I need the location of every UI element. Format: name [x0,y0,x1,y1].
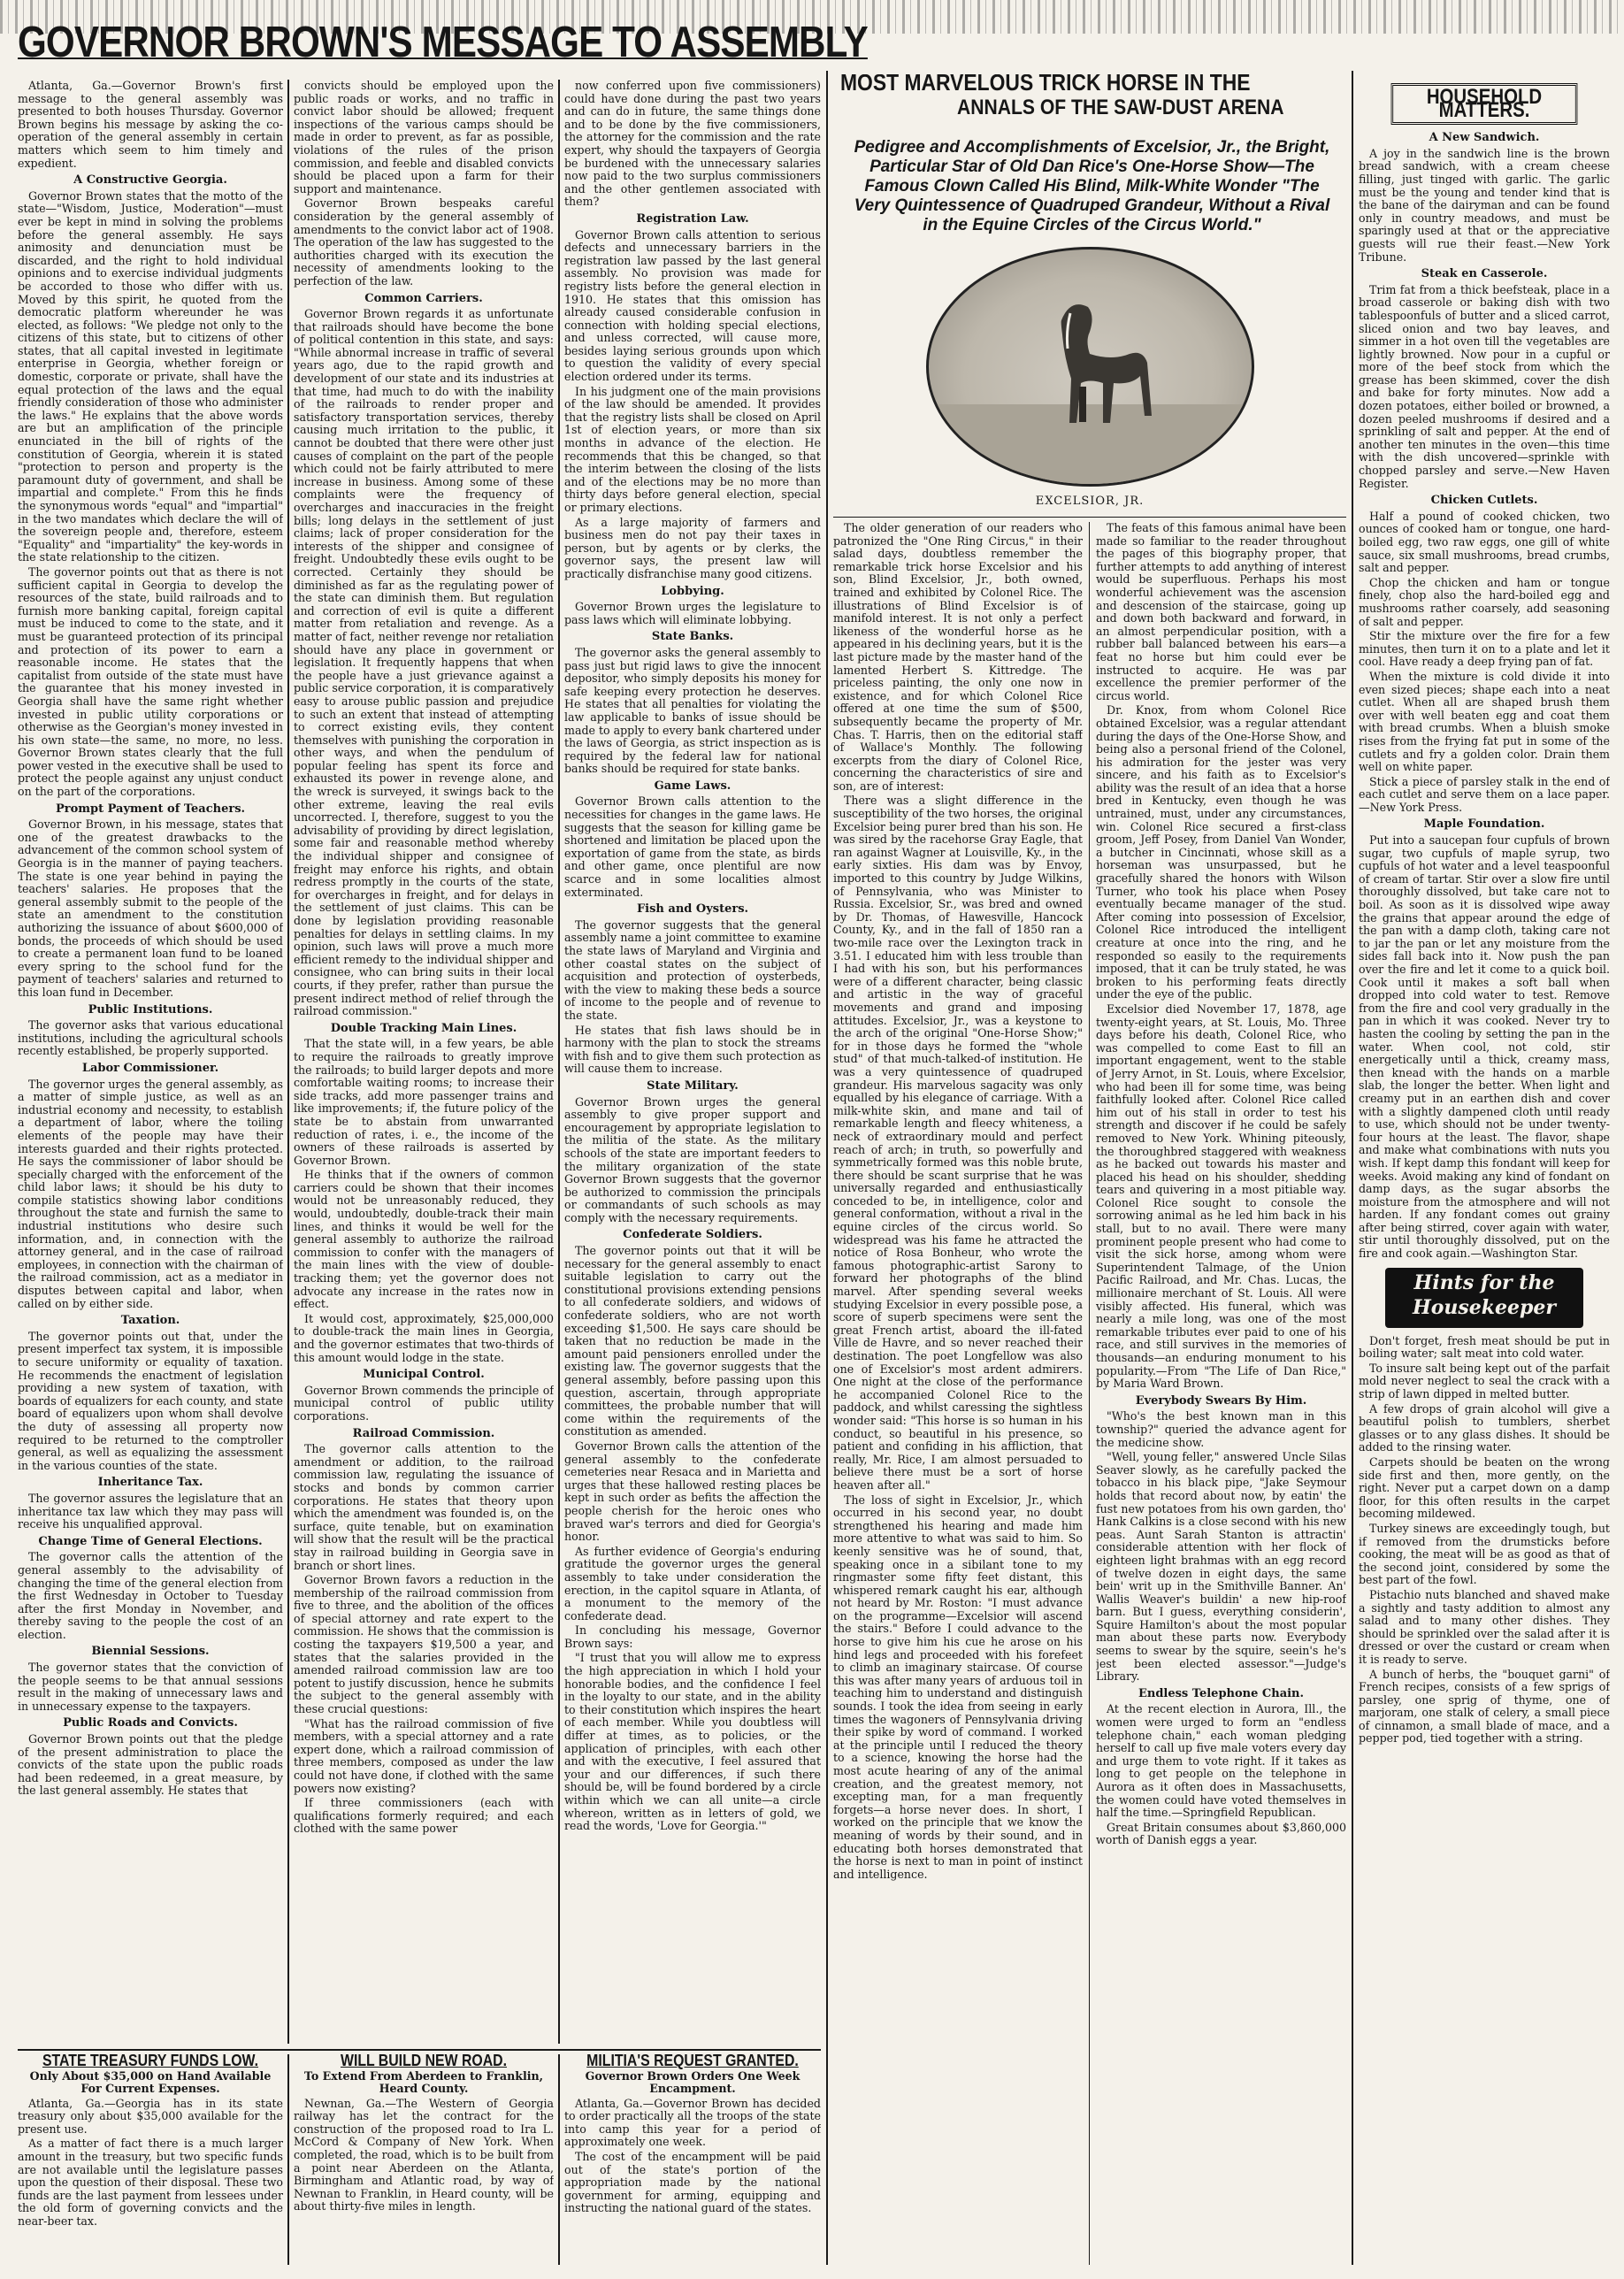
household-section-a [1359,132,1610,1260]
treasury-paragraph: As a matter of fact there is a much larger amount in the treasury, but two specific funds are not available until the legislature passes upon the question of their disposal. These two funds are the last payment from lessees under the old form of governing convicts and the near-beer tax. [18,2137,283,2228]
paragraph: Put into a saucepan four cupfuls of brown sugar, two cupfuls of maple syrup, two cupfuls of hot water and a level teaspoonful of cream of tartar. Stir over a slow fire until thoroughly dissolved, but take care not to boil. As soon as it is dissolved wipe away the grains that appear around the edge of the pan with a damp cloth, taking care not to jar the pan or let any moisture from the sides fall back into it. Now push the pan over the fire and let it come to a quick boil. Cook until it makes a soft ball when dropped into cold water to test. Remove from the fire and cool very gradually in the pan in which it was cooked. Never try to hasten the cooling by setting the pan in the water. When cool, not cold, stir energetically until a thick, creamy mass, then knead with the hands on a marble slab, the longer the better. When light and creamy put in an earthen dish and cover with a slightly dampened cloth until ready to use, which should not be under twenty-four hours at the least. The flavor, shape and make what combinations with nuts you wish. If kept damp this fondant will keep for weeks. Avoid making any kind of fondant on damp days, as the sugar absorbs the moisture from the atmosphere and will not harden. If any fondant comes out grainy after being stirred, cover again with water, stir until thoroughly dissolved, put on the fire and cook again.—Washington Star. [1359,833,1610,1261]
horse-icon [929,249,1252,484]
paragraph: If three commissioners (each with qualifications formerly required; and each clothed with the same power [294,1796,554,1836]
paragraph: Governor Brown regards it as unfortunate that railroads should have become the bone of political contention in this state, and says: "While abnormal increase in traffic of several years ago, due to the rapid growth and development of our state and its industries at that time, had much to do with the inability of the railroads to render proper and satisfactory transportation services, thereby causing much irritation to the public, it cannot be doubted that there were other just causes of complaint on the part of the people which could not be fairly attributed to mere increase in business. Among some of these complaints were the frequency of overcharges and inaccuracies in the freight bills; long delays in the settlement of just claims; lack of proper consideration for the interests of the shipper and consignee of freight. Undoubtedly these evils ought to be corrected. Certainly they should be diminished as far as the regulating power of the state can diminish them. But regulation and correction of evil is quite a different matter from retaliation and revenge. As a matter of fact, neither revenge nor retaliation should have any place in government or legislation. It frequently happens that when the people have a just grievance against a public service corporation, it is comparatively easy to arouse public passion and prejudice to such an extent that instead of attempting to correct existing evils, they content themselves with punishing the corporation in other ways, and when the pendulum of popular feeling has spent its force and exhausted its power in revenge alone, and the wreck is surveyed, it swings back to the other extreme, leaving the real evils uncorrected. I, therefore, suggest to you the advisability of providing by direct legislation, some fair and reasonable method whereby the individual shipper and consignee of freight may enforce his rights, and obtain redress promptly in the courts of the state, for overcharges in freight, and for delays in the settlement of just claims. This can be done by legislation providing reasonable penalties for delays in settling claims. In my opinion, such laws will prove a much more efficient remedy to the individual shipper and consignee, who can bring suits in their local courts, if they prefer, rather than pursue the present indirect method of relief through the railroad commission." [294,307,554,1018]
treasury-article [18,2054,283,2265]
column-rule [558,80,560,2044]
section-heading: Railroad Commission. [352,1426,495,1440]
household-column [1359,74,1610,2265]
paragraph: Governor Brown calls the attention of the general assembly to the confederate cemeteries near Resaca and in Marietta and urges that these hallowed resting places be kept in such order as befits the affection the people cherish for the heroic ones who braved war's terrors and died for Georgia's honor. [564,1439,821,1544]
paragraph: The governor calls attention to the amendment or addition, to the railroad commission law, regulating the issuance of stocks and bonds by common carrier corporations. He states that theory upon which the amendment was founded is, on the surface, quite tenable, but on examination will show that the result will be the practical stay in railroad building in Georgia save in branch or short lines. [294,1442,554,1572]
paragraph: Atlanta, Ga.—Governor Brown's first message to the general assembly was presented to both houses Thursday. Governor Brown begins his message by asking the co-operation of the general assembly in certain matters which seem to him timely and expedient. [18,80,283,170]
paragraph: Governor Brown, in his message, states that one of the greatest drawbacks to the advancement of the common school system of Georgia is in the manner of paying teachers. The state is one year behind in paying the teachers' salaries. He proposes that the general assembly submit to the people of the state an amendment to the constitution authorizing the issuance of about $600,000 of bonds, the proceeds of which should be used to create a permanent loan fund to be loaned every spring to the school fund for the payment of teachers' salaries and returned to this loan fund in December. [18,817,283,999]
paragraph: At the recent election in Aurora, Ill., the women were urged to form an "endless telephone chain," each woman pledging herself to call up five male voters every day and urge them to vote right. If it takes as long to get people on the telephone in Aurora as it often does in Massachusetts, the women could have voted themselves in half the time.—Springfield Republican. [1096,1702,1346,1820]
section-heading: A New Sandwich. [1429,131,1540,145]
section-rule [826,71,828,2265]
treasury-headline: STATE TREASURY FUNDS LOW. [42,2054,259,2069]
road-headline: WILL BUILD NEW ROAD. [340,2054,508,2069]
horse-headline-1: MOST MARVELOUS TRICK HORSE IN THE [840,74,1251,96]
militia-subhead: Governor Brown Orders One Week Encampment. [585,2068,801,2095]
paragraph: convicts should be employed upon the public roads or works, and no traffic in convict labor should be allowed; frequent inspections of the various camps should be made in order to prevent, as far as possible, violations of the rules of the prison commission, and feeble and disabled convicts should be placed upon a farm for their support and maintenance. [294,80,554,196]
paragraph: In his judgment one of the main provisions of the law should be amended. It provides that the registry lists shall be closed on April 1st of election years, or more than six months in advance of the election. He recommends that this be changed, so that the interim between the closing of the lists and of the elections may be no more than thirty days before general election, special or primary elections. [564,384,821,514]
section-heading: Steak en Casserole. [1421,267,1548,281]
horse-rule [833,517,1346,518]
section-heading: Biennial Sessions. [91,1645,210,1659]
column-rule [558,2054,560,2265]
section-heading: State Military. [647,1078,739,1093]
paragraph: "What has the railroad commission of five members, with a special attorney and a rate expert done, which a railroad commission of three members, composed as under the law could not have done, if clothed with the same powers now existing? [294,1716,554,1795]
governor-column-1 [18,80,283,2044]
section-heading: Maple Foundation. [1423,817,1545,832]
section-heading: Chicken Cutlets. [1430,494,1538,508]
section-heading: Fish and Oysters. [636,902,749,917]
section-heading: Labor Commissioner. [81,1061,219,1075]
paragraph: The governor assures the legislature that an inheritance tax law which they may pass will receive his unqualified approval. [18,1491,283,1531]
column-rule [1089,522,1090,2265]
paragraph: Turkey sinews are exceedingly tough, but if removed from the drumsticks before cooking, the meat will be as good as that of the second joint, considered by some the best part of the fowl. [1359,1521,1610,1587]
section-heading: Public Roads and Convicts. [63,1716,238,1730]
paragraph: There was a slight difference in the susceptibility of the two horses, the original Excelsior being purer bred than his son. He was sired by the racehorse Gray Eagle, that ran against Wagner at Louisville, Ky., in the early sixties. His dam was by Envoy, imported to this country by Judge Wilkins, of Pennsylvania, who was Minister to Russia. Excelsior, Sr., was bred and owned by Dr. Thomas, of Hawesville, Hancock County, Ky., and in the fall of 1850 ran a two-mile race over the Lexington track in 3.51. I educated him with less trouble than I had with his son, but his performances were of a different character, being classic and artistic in the way of graceful movements and grand and imposing attitudes. Excelsior, Jr., was a keystone to the arch of the original "One-Horse Show;" for in those days he formed the "whole stud" of that much-talked-of institution. He was a very quintessence of quadruped grandeur. His marvelous sagacity was only equalled by his elegance of carriage. With a milk-white skin, and mane and tail of remarkable length and fleecy whiteness, a neck of extraordinary mould and perfect reach of arch; in truth, so powerfully and symmetrically formed was this noble brute, there should be scant surprise that he was universally regarded and enthusiastically conceded to be, in intelligence, color and general conformation, without a rival in the equine circles of the circus world. So widespread was his fame he attracted the notice of Rosa Bonheur, who wrote the famous photographic-artist Sarony to forward her photographs of the blind marvel. After spending several weeks studying Excelsior in every possible pose, a score of superb specimens were sent the great French artist, aboard the ill-fated Ville de Havre, and so never reached their destination. The poet Longfellow was also one of Excelsior's most ardent admirers. One night at the close of the performance he accompanied Colonel Rice to the paddock, and whilst caressing the sightless wonder said: "This horse is so human in his conduct, so beautiful in his presence, so patient and confiding in his affliction, that really, Mr. Rice, I am almost persuaded to believe there must be a sort of horse heaven after all." [833,794,1083,1492]
paragraph: The governor points out that as there is not sufficient capital in Georgia to develop the resources of the state, build railroads and to furnish more banking capital, foreign capital must be induced to come to the state, and it must be guaranteed protection of its principal and protection of its power to earn a reasonable income. He states that the capitalist from outside of the state must have the guarantee that his money invested in Georgia shall have the same right whether invested in public utility corporations or otherwise as the Georgian's money invested in his own state—the same, no more, no less. Governor Brown states clearly that the full power vested in the executive shall be used to protect the people against any unjust conduct on the part of the corporations. [18,564,283,799]
horse-deck: Pedigree and Accomplishments of Excelsior, Jr., the Bright, Particular Star of Old Dan Rice's One-Horse Show—The Famous Clown Called His Blind, Milk-White Wonder "The Very Quintessence of Quadruped Grandeur, Without a Rival in the Equine Circles of the Circus World." [854,138,1330,234]
governor-headline: GOVERNOR BROWN'S MESSAGE TO ASSEMBLY [18,19,868,66]
horse-headline-2: ANNALS OF THE SAW-DUST ARENA [957,96,1284,119]
paragraph: The governor calls the attention of the general assembly to the advisability of changing the time of the general election from the first Wednesday in October to Tuesday after the first Monday in November, and thereby saving to the people the cost of an election. [18,1550,283,1641]
militia-headline: MILITIA'S REQUEST GRANTED. [586,2054,799,2069]
section-heading: Prompt Payment of Teachers. [55,802,246,816]
section-heading: Registration Law. [636,211,749,226]
paragraph: The governor points out that it will be necessary for the general assembly to enact suitable legislation to carry out the constitutional provisions extending pensions to all confederate soldiers, and widows of confederate soldiers, who are not worth exceeding $1,500. He says care should be taken that no reduction be made in the amount paid pensioners enrolled under the existing law. The governor suggests that the general assembly, before passing upon this question, ascertain, through appropriate committees, the probable number that will come within the requirements of the constitution as amended. [564,1244,821,1439]
section-heading: Common Carriers. [364,291,483,305]
paragraph: "Well, young feller," answered Uncle Silas Seaver slowly, as he carefully packed the tobacco in his black pipe, "Jake Seymour holds that record about now, by eatin' the fust new potatoes from his own garden, tho' Hank Calkins is a close second with his new peas. Aunt Sarah Stanton is attractin' considerable attention with her flock of eighteen light brahmas with an egg record of twelve dozen in eight days, the same bein' writ up in the Smithville Banner. An' Wallis Weaver's buildin' a new hip-roof barn. But I guess, everything considerin', Squire Hamilton's about the most popular man about these parts now. Everybody seems to swear by the squire, seein's he's jest been elected assessor."—Judge's Library. [1096,1450,1346,1684]
paragraph: The governor states that the conviction of the people seems to be that annual sessions result in the making of unnecessary laws and in unnecessary expense to the taxpayers. [18,1661,283,1713]
militia-article [564,2054,821,2265]
section-heading: Public Institutions. [88,1002,213,1017]
paragraph: Stir the mixture over the fire for a few minutes, then turn it on to a plate and let it cool. Have ready a deep frying pan of fat. [1359,629,1610,669]
paragraph: Governor Brown points out that the pledge of the present administration to place the convicts of the state upon the public roads had been redeemed, in a great measure, by the last general assembly. He states that [18,1732,283,1798]
paragraph: The governor asks that various educational institutions, including the agricultural schools recently established, be properly supported. [18,1018,283,1058]
section-heading: Confederate Soldiers. [623,1228,762,1242]
paragraph: The governor asks the general assembly to pass just but rigid laws to give the innocent depositor, who simply deposits his money for safe keeping every protection he deserves. He states that all penalties for violating the law applicable to banks of issue should be made to apply to every bank chartered under the laws of Georgia, as strict inspection as is required by the federal law for national banks should be required for state banks. [564,645,821,776]
paragraph: The loss of sight in Excelsior, Jr., which occurred in his second year, no doubt strengthened his hearing and made him more attentive to what was said to him. So keenly sensitive was he of sound, that, speaking once in a sibilant tone to my ringmaster some fifty feet distant, this whispered remark caught his ear, although not heard by Mr. Roston: "I must advance on the programme—Excelsior will ascend the stairs." Before I could advance to the horse to give him his cue he arose on his hind legs and proceeded with his forefeet to climb an imaginary staircase. Of course this was after many years of arduous toil in teaching him to understand and distinguish sounds. I took the idea from seeing in early times the wagoners of Pennsylvania driving their spike by word of command. I worked at the principle until I reduced the theory to a science, knowing the horse had the most acute hearing of any of the animal creation, and the greatest memory, not excepting man, for a man frequently forgets—a horse never does. In short, I worked on the principle that we know the meaning of words by their sound, and in educating both horses demonstrated that the horse is next to man in point of instinct and intelligence. [833,1492,1083,1881]
paragraph: The governor suggests that the general assembly name a joint committee to examine the state laws of Maryland and Virginia and other coastal states on the subject of acquisition and protection of oysterbeds, with the view to making these beds a source of income to the people and of revenue to the state. [564,917,821,1022]
treasury-paragraph: Atlanta, Ga.—Georgia has in its state treasury only about $35,000 available for the present use. [18,2096,283,2136]
militia-paragraph: Atlanta, Ga.—Governor Brown has decided to order practically all the troops of the state into camp this year for a period of approximately one week. [564,2096,821,2149]
paragraph: Governor Brown states that the motto of the state—"Wisdom, Justice, Moderation"—must ever be kept in mind in solving the problems before the general assembly. He says animosity and denunciation must be discarded, and the right to hold individual opinions and to exercise individual judgments be accorded to those who differ with us. Moved by this spirit, he quoted from the democratic platform whereunder he was elected, as follows: "We pledge not only to the citizens of this state, but to citizens of other states, that all capital invested in legitimate enterprise in Georgia, whether foreign or domestic, corporate or private, shall have the equal protection of the laws and the equal friendly consideration of those who administer the laws." He explains that the above words are but an amplification of the principle enunciated in the bill of rights of the constitution of Georgia, wherein it is stated "protection to person and property is the paramount duty of government, and shall be impartial and complete." From this he finds the synonymous words "equal" and "impartial" in the two mandates which declare the will of the sovereign people and, therefore, esteem "Equality" and "impartiality" the key-words in the state relationship to the citizen. [18,188,283,564]
paragraph: A bunch of herbs, the "bouquet garni" of French recipes, consists of a few sprigs of parsley, one sprig of thyme, one of marjoram, one stalk of celery, a small piece of cinnamon, a small blade of mace, and a pepper pod, tied together with a string. [1359,1667,1610,1746]
section-heading: Inheritance Tax. [97,1476,203,1490]
section-heading: Endless Telephone Chain. [1138,1686,1305,1700]
paragraph: When the mixture is cold divide it into even sized pieces; shape each into a neat cutlet. When all are shaped brush them over with well beaten egg and coat them with bread crumbs. When a bluish smoke rises from the frying fat put in some of the cutlets and fry a golden color. Drain them well on white paper. [1359,669,1610,774]
paragraph: In concluding his message, Governor Brown says: [564,1623,821,1650]
paragraph: It would cost, approximately, $25,000,000 to double-track the main lines in Georgia, and the governor estimates that two-thirds of this amount would lodge in the state. [294,1311,554,1364]
horse-article [833,74,1346,2265]
paragraph: As a large majority of farmers and business men do not pay their taxes in person, but by agents or by clerks, the governor says, the present law will practically disfranchise many good citizens. [564,515,821,580]
paragraph: Excelsior died November 17, 1878, age twenty-eight years, at St. Louis, Mo. Three days before his death, Colonel Rice, who was compelled to come East to fill an important engagement, went to the stable of Jerry Arnot, in St. Louis, where Excelsior, who had been ill for some time, was being faithfully looked after. Colonel Rice called him out of his stall in order to test his strength and discover if he could be safely removed to New York. Whining piteously, the thoroughbred staggered with weakness as he backed out towards his master and placed his head on his shoulder, shedding tears and quivering in a most pitiable way. Colonel Rice sought to console the sorrowing animal as he led him back in his stall, but to no avail. There were many prominent people present who had come to visit the sick horse, among whom were Superintendent Talmage, of the Union Pacific Railroad, and Mr. Chas. Lucas, the millionaire merchant of St. Louis. All were visibly affected. His funeral, which was nearly a mile long, was one of the most remarkable tributes ever paid to one of his race, and still survives in the memories of thousands—an enduring monument to his popularity.—From "The Life of Dan Rice," by Maria Ward Brown. [1096,1001,1346,1391]
bottom-rule [18,2049,821,2051]
paragraph: Carpets should be beaten on the wrong side first and then, more gently, on the right. Never put a carpet down on a damp floor, for this often results in the carpet becoming mildewed. [1359,1455,1610,1521]
paragraph: Governor Brown favors a reduction in the membership of the railroad commission from five to three, and the abolition of the offices of special attorney and rate expert to the commission. He shows that the commission is costing the taxpayers $19,500 a year, and states that the salaries provided in the amended railroad commission law are too potent to justify discussion, hence he submits the subject to the general assembly with these crucial questions: [294,1573,554,1716]
paragraph: now conferred upon five commissioners) could have done during the past two years and can do in future, the same things done and to be done by the five commissioners, the attorney for the commission and the rate expert, why should the taxpayers of Georgia be burdened with the unnecessary salaries now paid to the two surplus commissioners and the other gentlemen associated with them? [564,80,821,209]
horse-illustration [926,247,1254,487]
column-rule [287,2054,289,2265]
paragraph: To insure salt being kept out of the parfait mold never neglect to seal the crack with a strip of lawn dipped in melted butter. [1359,1361,1610,1401]
horse-column-a [833,522,1083,2265]
paragraph: Governor Brown commends the principle of municipal control of public utility corporations. [294,1383,554,1423]
road-article [294,2054,554,2265]
section-heading: Double Tracking Main Lines. [330,1021,517,1035]
paragraph: The governor points out that, under the present imperfect tax system, it is impossible to secure uniformity or equality of taxation. He recommends the enactment of legislation providing a new system of taxation, with boards of equalizers for each county, and state board of equalizers upon whom shall devolve the duty of assessing all property now required to be returned to the comptroller general, as well as equalizing the assessment in the various counties of the state. [18,1329,283,1472]
paragraph: A few drops of grain alcohol will give a beautiful polish to tumblers, sherbet glasses or to any glass dishes. It should be added to the rinsing water. [1359,1401,1610,1454]
hints-banner: Hints for the Housekeeper [1385,1268,1583,1328]
paragraph: Stick a piece of parsley stalk in the end of each cutlet and serve them on a lace paper.—New York Press. [1359,774,1610,814]
section-heading: Everybody Swears By Him. [1135,1393,1307,1408]
horse-caption: EXCELSIOR, JR. [1035,495,1145,508]
section-rule [1352,71,1353,2265]
paragraph: As further evidence of Georgia's enduring gratitude the governor urges the general assembly to take under consideration the erection, in the capitol square in Atlanta, of a monument to the memory of the confederate dead. [564,1544,821,1623]
section-heading: Taxation. [120,1314,180,1328]
paragraph: Governor Brown calls attention to the necessities for changes in the game laws. He suggests that the season for killing game be shortened and limitation be placed upon the exportation of game from the state, as birds and other game, once plentiful are now scarce and in some localities almost exterminated. [564,794,821,899]
column-rule [287,80,289,2044]
household-header: HOUSEHOLD MATTERS. [1391,83,1578,125]
paragraph: Half a pound of cooked chicken, two ounces of cooked ham or tongue, one hard-boiled egg, two raw eggs, one gill of white sauce, six small mushrooms, bread crumbs, salt and pepper. [1359,509,1610,575]
militia-paragraph: The cost of the encampment will be paid out of the state's portion of the appropriation made by the national government for arming, equipping and instructing the national guard of the states. [564,2149,821,2215]
road-subhead: To Extend From Aberdeen to Franklin, Heard County. [303,2068,544,2095]
household-section-b [1359,1335,1610,1746]
section-heading: State Banks. [651,630,734,644]
section-heading: Change Time of General Elections. [38,1534,263,1548]
section-heading: Game Laws. [654,779,732,793]
treasury-subhead: Only About $35,000 on Hand Available For Current Expenses. [29,2068,272,2095]
governor-column-3 [564,80,821,2044]
paragraph: Governor Brown calls attention to serious defects and unnecessary barriers in the registration law passed by the last general assembly. No provision was made for registry lists before the general election in 1910. He states that this omission has already caused considerable confusion in connection with holding special elections, and unless corrected, will cause more, besides laying serious grounds upon which to question the validity of every special election ordered under its terms. [564,227,821,384]
paragraph: A joy in the sandwich line is the brown bread sandwich, with a cream cheese filling, just tinged with garlic. The garlic must be the young and tender kind that is the bane of the dairyman and can be found only in country meadows, and must be sparingly used at that or the appreciative guests will rue their feast.—New York Tribune. [1359,146,1610,264]
horse-column-b [1096,522,1346,2265]
section-heading: A Constructive Georgia. [73,173,227,188]
paragraph: Great Britain consumes about $3,860,000 worth of Danish eggs a year. [1096,1820,1346,1847]
paragraph: Don't forget, fresh meat should be put in boiling water; salt meat into cold water. [1359,1333,1610,1361]
paragraph: Dr. Knox, from whom Colonel Rice obtained Excelsior, was a regular attendant during the days of the One-Horse Show, and being also a personal friend of the Colonel, his admiration for the jester was very sincere, and his faith as to Excelsior's ability was the result of an idea that a horse bred in Kentucky, even though he was untrained, must, under any circumstances, win. Colonel Rice secured a first-class groom, Jeff Posey, from Daniel Van Wonder, a butcher in Cincinnati, whose skill as a horseman was unsurpassed, but he gracefully shared the honors with Wilson Turner, who took his place when Posey eventually became manager of the stud. After coming into possession of Excelsior, Colonel Rice introduced the intelligent creature at once into the ring, and he responded so easily to the requirements imposed, that it can be truly stated, he was broken to his performing feats directly under the eye of the public. [1096,703,1346,1001]
road-paragraph: Newnan, Ga.—The Western of Georgia railway has let the contract for the construction of the proposed road to Ira L. McCord & Company of New York. When completed, the road, which is to be built from a point near Aberdeen on the Atlanta, Birmingham and Atlantic road, by way of Newnan to Franklin, in Heard county, will be about thirty-five miles in length. [294,2096,554,2214]
paragraph: Governor Brown bespeaks careful consideration by the general assembly of amendments to the convict labor act of 1908. The operation of the law has suggested to the authorities charged with its execution the necessity of amendments looking to the perfection of the law. [294,196,554,288]
paragraph: Pistachio nuts blanched and shaved make a sightly and tasty addition to almost any salad and to many other dishes. They should be sprinkled over the salad after it is dressed or over the custard or cream when it is ready to serve. [1359,1587,1610,1666]
section-heading: Municipal Control. [363,1368,485,1382]
paragraph: "Who's the best known man in this township?" queried the advance agent for the medicine show. [1096,1409,1346,1449]
paragraph: He states that fish laws should be in harmony with the plan to stock the streams with fish and to give them such protection as will cause them to increase. [564,1023,821,1076]
governor-column-2 [294,80,554,2044]
paragraph: The feats of this famous animal have been made so familiar to the reader throughout the pages of this biography proper, that further attempts to add anything of interest would be superfluous. Perhaps his most wonderful achievement was the ascension and descension of the staircase, going up and down both backward and forward, in an almost perpendicular position, with a rubber ball balanced between his ears—a feat no horse but him could ever be instructed to acquire. He was par excellence the premier performer of the circus world. [1096,522,1346,702]
paragraph: That the state will, in a few years, be able to require the railroads to greatly improve the railroads; to build larger depots and more comfortable waiting rooms; to increase their side tracks, add more passenger trains and like improvements; if, the future policy of the state be to abstain from unwarranted reduction of rates, i. e., the income of the owners of these railroads is asserted by Governor Brown. [294,1037,554,1167]
paragraph: The older generation of our readers who patronized the "One Ring Circus," in their salad days, doubtless remember the remarkable trick horse Excelsior and his son, Blind Excelsior, Jr., both owned, trained and exhibited by Colonel Rice. The illustrations of Blind Excelsior is of manifold interest. It is not only a perfect likeness of the wonderful horse as he appeared in his declining years, but it is the last picture made by the master hand of the lamented Herbert S. Kittredge. The priceless painting, the only one now in existence, and for which Colonel Rice offered at one time the sum of $500, subsequently became the property of Mr. Chas. T. Harris, then on the editorial staff of Wallace's Monthly. The following excerpts from the diary of Colonel Rice, concerning the characteristics of sire and son, are of interest: [833,522,1083,793]
paragraph: Governor Brown urges the general assembly to give proper support and encouragement by appropriate legislation to the militia of the state. As the military schools of the state are important feeders to the military organization of the state Governor Brown suggests that the governor be authorized to commission the principals or commandants of such schools as may comply with the necessary requirements. [564,1094,821,1224]
newspaper-page [18,74,1610,2265]
paragraph: The governor urges the general assembly, as a matter of simple justice, as well as an industrial economy and necessity, to establish a department of labor, where the toiling elements of the people may have their interests guarded and their rights protected. He says the commissioner of labor should be specially charged with the enforcement of the child labor laws; it should be his duty to compile statistics showing labor conditions throughout the state and furnish the same to industrial institutions who desire such information, and, in connection with the attorney general, and in the case of railroad employees, in connection with the chairman of the railroad commission, act as a mediator in disputes between capital and labor, when called on by either side. [18,1077,283,1310]
paragraph: "I trust that you will allow me to express the high appreciation in which I hold your honorable bodies, and the confidence I feel in the loyalty to our state, and in the ability to their constitution which inspires the heart of each member. While you doubtless will differ at times, as to policies, or the application of principles, with each other and with the executive, I feel assured that your and our differences, if such there should be, will be found bordered by a circle within which we can all unite—a circle whereon, written as in letters of gold, we read the words, 'Love for Georgia.'" [564,1651,821,1833]
paragraph: Chop the chicken and ham or tongue finely, chop also the hard-boiled egg and mushrooms rather coarsely, add seasoning of salt and pepper. [1359,575,1610,628]
paragraph: He thinks that if the owners of common carriers could be shown that their incomes would not be unreasonably reduced, they would, undoubtedly, double-track their main lines, and thinks it would be well for the general assembly to authorize the railroad commission to confer with the managers of the main lines with the view of double-tracking them; yet the governor does not advocate any increase in the rates now in effect. [294,1168,554,1311]
section-heading: Lobbying. [661,584,724,598]
paragraph: Governor Brown urges the legislature to pass laws which will eliminate lobbying. [564,600,821,626]
paragraph: Trim fat from a thick beefsteak, place in a broad casserole or baking dish with two tablespoonfuls of butter and a sliced carrot, sliced onion and two bay leaves, and simmer in a hot oven till the vegetables are lightly browned. Now pour in a cupful or more of the beef stock from which the grease has been skimmed, cover the dish and bake for forty minutes. Now add a dozen potatoes, either boiled or browned, a dozen peeled mushrooms if desired and a sprinkling of salt and pepper. At the end of another ten minutes in the oven—this time with the dish uncovered—sprinkle with chopped parsley and serve.—New Haven Register. [1359,282,1610,490]
